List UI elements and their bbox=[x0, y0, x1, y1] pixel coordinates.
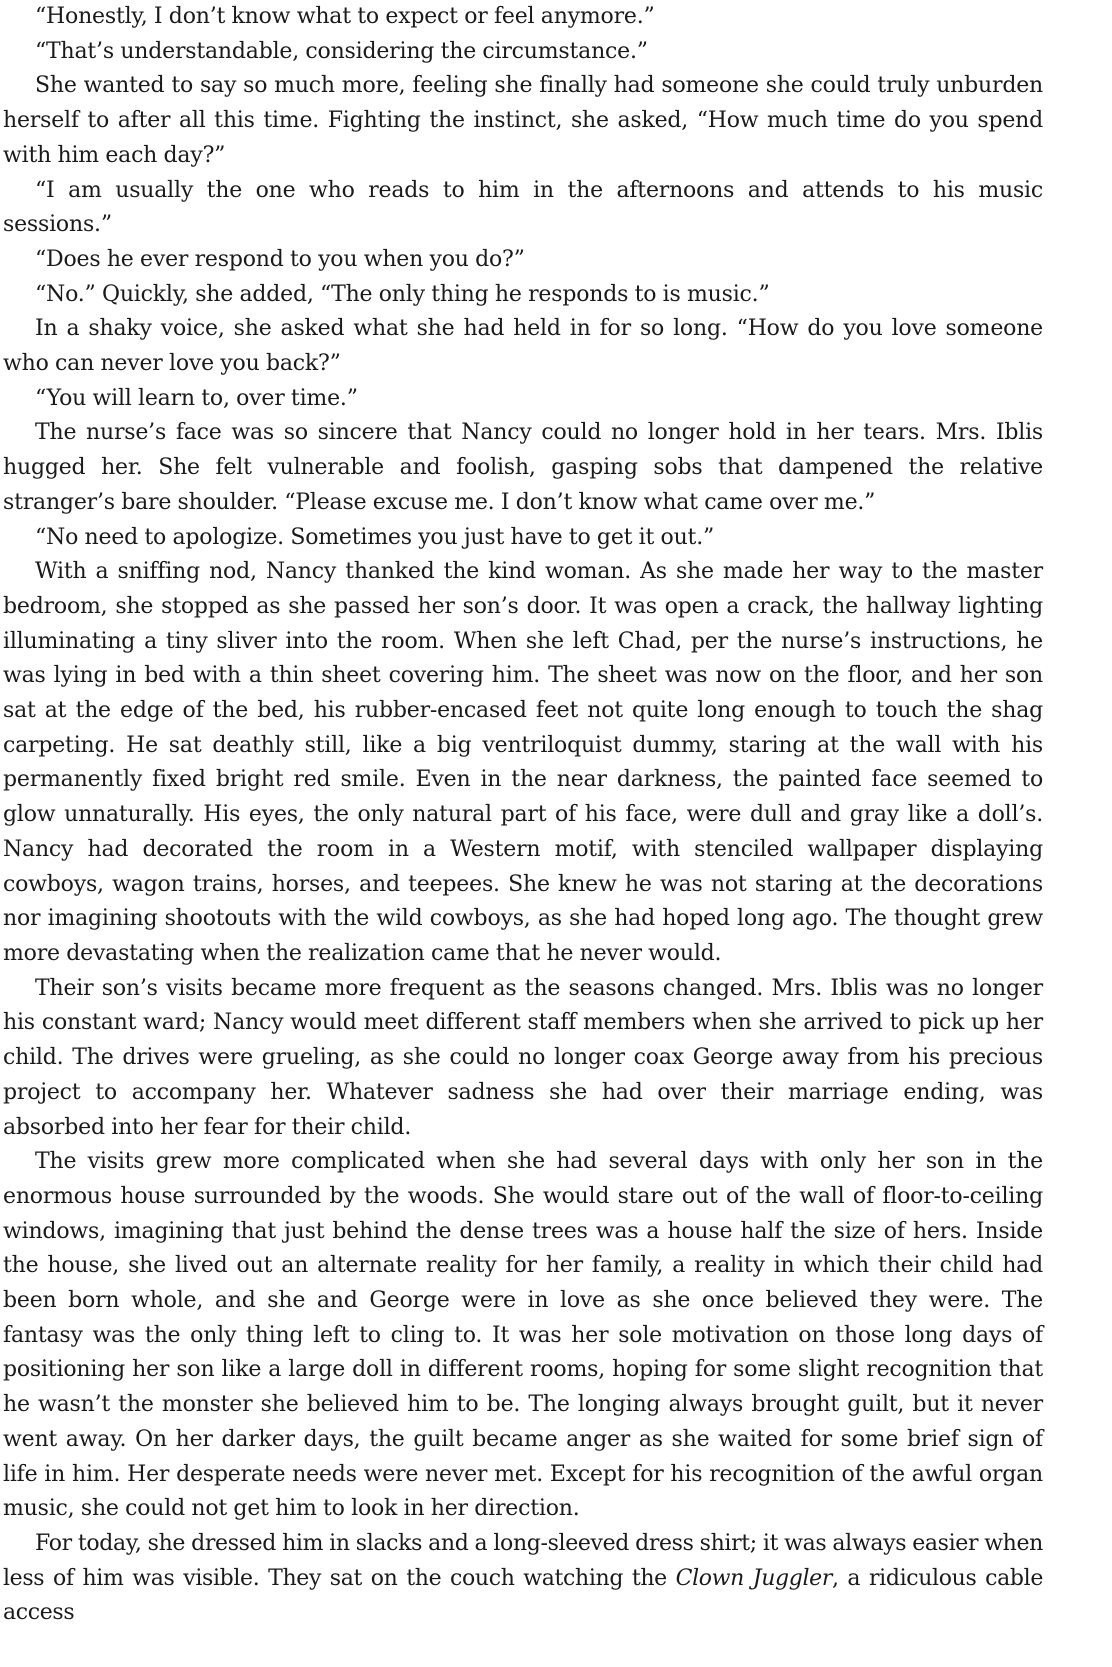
paragraph-3: She wanted to say so much more, feeling she finally had someone she could truly unburden herself to after all this time. Fighting the instinct, she asked, “How much time do you spend with him each day?” bbox=[3, 73, 1043, 168]
body-text bbox=[3, 0, 1043, 1631]
paragraph-5: “Does he ever respond to you when you do?” bbox=[35, 246, 525, 272]
paragraph-9: The nurse’s face was so sincere that Nancy could no longer hold in her tears. Mrs. Iblis hugged her. She felt vulnerable and foolish, gasping sobs that dampened the relative stranger’s bare shoulder. “Please excuse me. I don’t know what came over me.” bbox=[3, 420, 1043, 515]
paragraph-12: Their son’s visits became more frequent as the seasons changed. Mrs. Iblis was no longer his constant ward; Nancy would meet different staff members when she arrived to pick up her child. The drives were grueling, as she could no longer coax George away from his precious project to accompany her. Whatever sadness she had over their marriage ending, was absorbed into her fear for their child. bbox=[3, 975, 1043, 1140]
paragraph-4: “I am usually the one who reads to him in the afternoons and attends to his music sessions.” bbox=[3, 177, 1043, 238]
paragraph-14 bbox=[3, 1527, 1043, 1631]
paragraph-7: In a shaky voice, she asked what she had held in for so long. “How do you love someone who can never love you back?” bbox=[3, 316, 1043, 377]
paragraph-1: “Honestly, I don’t know what to expect or feel anymore.” bbox=[35, 4, 655, 29]
paragraph-14-tail: , a ridiculous cable access bbox=[3, 1565, 1043, 1626]
paragraph-14-lead: For today, she dressed him in slacks and a long-sleeved dress shirt; it was always easier when less of him was visible. They sat on the couch watching the bbox=[3, 1530, 1043, 1591]
paragraph-8: “You will learn to, over time.” bbox=[35, 385, 358, 411]
paragraph-6: “No.” Quickly, she added, “The only thing he responds to is music.” bbox=[35, 281, 770, 307]
show-title: Clown Juggler bbox=[675, 1565, 833, 1591]
paragraph-10: “No need to apologize. Sometimes you just have to get it out.” bbox=[35, 524, 715, 550]
paragraph-13: The visits grew more complicated when she had several days with only her son in the enormous house surrounded by the woods. She would stare out of the wall of floor-to-ceiling windows, imagining that just behind the dense trees was a house half the size of hers. Inside the house, she lived out an alternate reality for her family, a reality in which their child had been born whole, and she and George were in love as she once believed they were. The fantasy was the only thing left to cling to. It was her sole motivation on those long days of positioning her son like a large doll in different rooms, hoping for some slight recognition that he wasn’t the monster she believed him to be. The longing always brought guilt, but it never went away. On her darker days, the guilt became anger as she waited for some brief sign of life in him. Her desperate needs were never met. Except for his recognition of the awful organ music, she could not get him to look in her direction. bbox=[3, 1149, 1043, 1522]
paragraph-2: “That’s understandable, considering the circumstance.” bbox=[35, 38, 648, 64]
paragraph-11: With a sniffing nod, Nancy thanked the kind woman. As she made her way to the master bedroom, she stopped as she passed her son’s door. It was open a crack, the hallway lighting illuminating a tiny sliver into the room. When she left Chad, per the nurse’s instructions, he was lying in bed with a thin sheet covering him. The sheet was now on the floor, and her son sat at the edge of the bed, his rubber-encased feet not quite long enough to touch the shag carpeting. He sat deathly still, like a big ventriloquist dummy, staring at the wall with his permanently fixed bright red smile. Even in the near darkness, the painted face seemed to glow unnaturally. His eyes, the only natural part of his face, were dull and gray like a doll’s. Nancy had decorated the room in a Western motif, with stenciled wallpaper displaying cowboys, wagon trains, horses, and teepees. She knew he was not staring at the decorations nor imagining shootouts with the wild cowboys, as she had hoped long ago. The thought grew more devastating when the realization came that he never would. bbox=[3, 559, 1043, 966]
